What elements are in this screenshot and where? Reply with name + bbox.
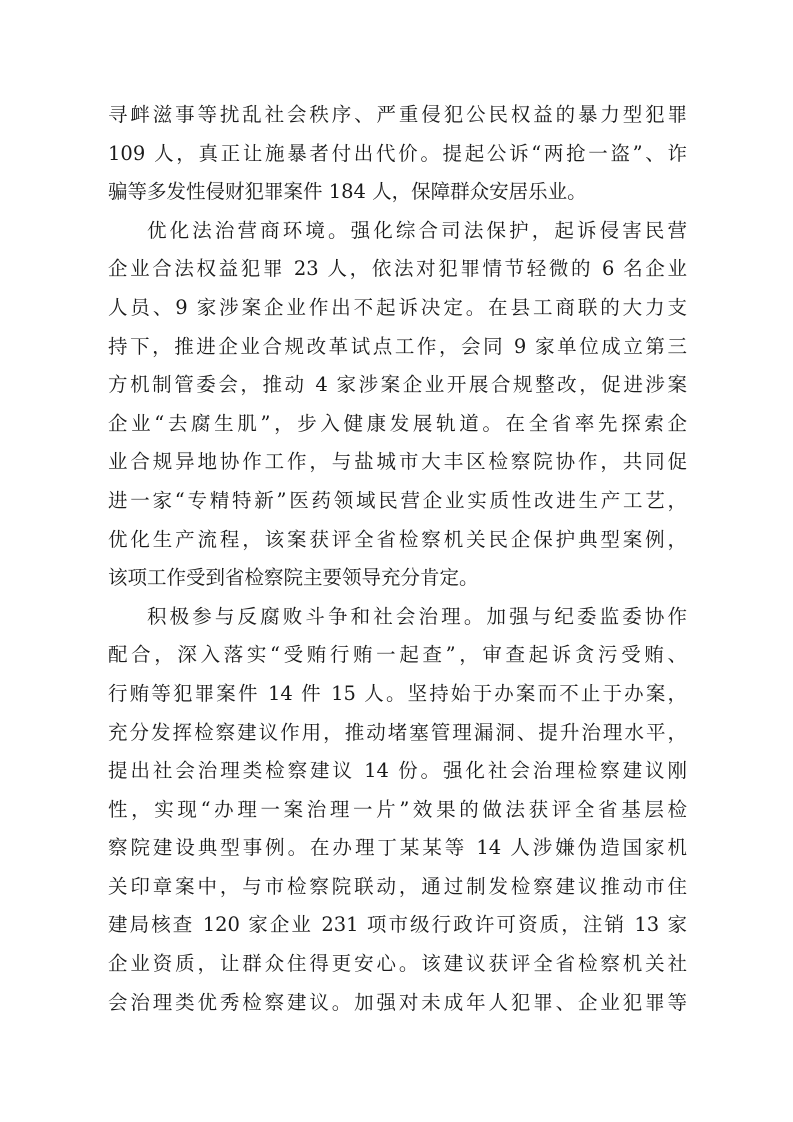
text-line: 性，实现“办理一案治理一片”效果的做法获评全省基层检 — [108, 797, 687, 821]
text-line: 配合，深入落实“受贿行贿一起查”，审查起诉贪污受贿、 — [108, 643, 687, 667]
text-line: 寻衅滋事等扰乱社会秩序、严重侵犯公民权益的暴力型犯罪 — [108, 103, 687, 126]
text-line: 会治理类优秀检察建议。加强对未成年人犯罪、企业犯罪等 — [108, 990, 687, 1014]
text-line: 建局核查 120 家企业 231 项市级行政许可资质，注销 13 家 — [108, 913, 687, 937]
paragraph-heading-line: 优化法治营商环境。强化综合司法保护，起诉侵害民营 — [147, 218, 687, 242]
text-line: 企业“去腐生肌”，步入健康发展轨道。在全省率先探索企 — [108, 411, 687, 435]
text-line: 人员、9 家涉案企业作出不起诉决定。在县工商联的大力支 — [108, 295, 687, 319]
text-line: 业合规异地协作工作，与盐城市大丰区检察院协作，共同促 — [108, 450, 687, 474]
text-line: 察院建设典型事例。在办理丁某某等 14 人涉嫌伪造国家机 — [108, 836, 687, 860]
text-line: 进一家“专精特新”医药领域民营企业实质性改进生产工艺， — [108, 488, 687, 512]
text-line: 企业合法权益犯罪 23 人，依法对犯罪情节轻微的 6 名企业 — [108, 257, 687, 281]
text-line: 优化生产流程，该案获评全省检察机关民企保护典型案例， — [108, 527, 687, 551]
body-text — [108, 96, 687, 1022]
text-line: 行贿等犯罪案件 14 件 15 人。坚持始于办案而不止于办案， — [108, 681, 687, 705]
text-line: 骗等多发性侵财犯罪案件 184 人，保障群众安居乐业。 — [108, 180, 587, 204]
text-line: 方机制管委会，推动 4 家涉案企业开展合规整改，促进涉案 — [108, 373, 687, 397]
text-line: 持下，推进企业合规改革试点工作，会同 9 家单位成立第三 — [108, 334, 687, 358]
text-line: 关印章案中，与市检察院联动，通过制发检察建议推动市住 — [108, 874, 687, 898]
text-line: 该项工作受到省检察院主要领导充分肯定。 — [108, 566, 479, 590]
text-line: 提出社会治理类检察建议 14 份。强化社会治理检察建议刚 — [108, 759, 687, 783]
text-line: 充分发挥检察建议作用，推动堵塞管理漏洞、提升治理水平， — [108, 720, 687, 744]
text-line: 109 人，真正让施暴者付出代价。提起公诉“两抢一盗”、诈 — [108, 141, 687, 165]
text-line: 企业资质，让群众住得更安心。该建议获评全省检察机关社 — [108, 952, 687, 976]
paragraph-heading-line: 积极参与反腐败斗争和社会治理。加强与纪委监委协作 — [147, 604, 687, 628]
